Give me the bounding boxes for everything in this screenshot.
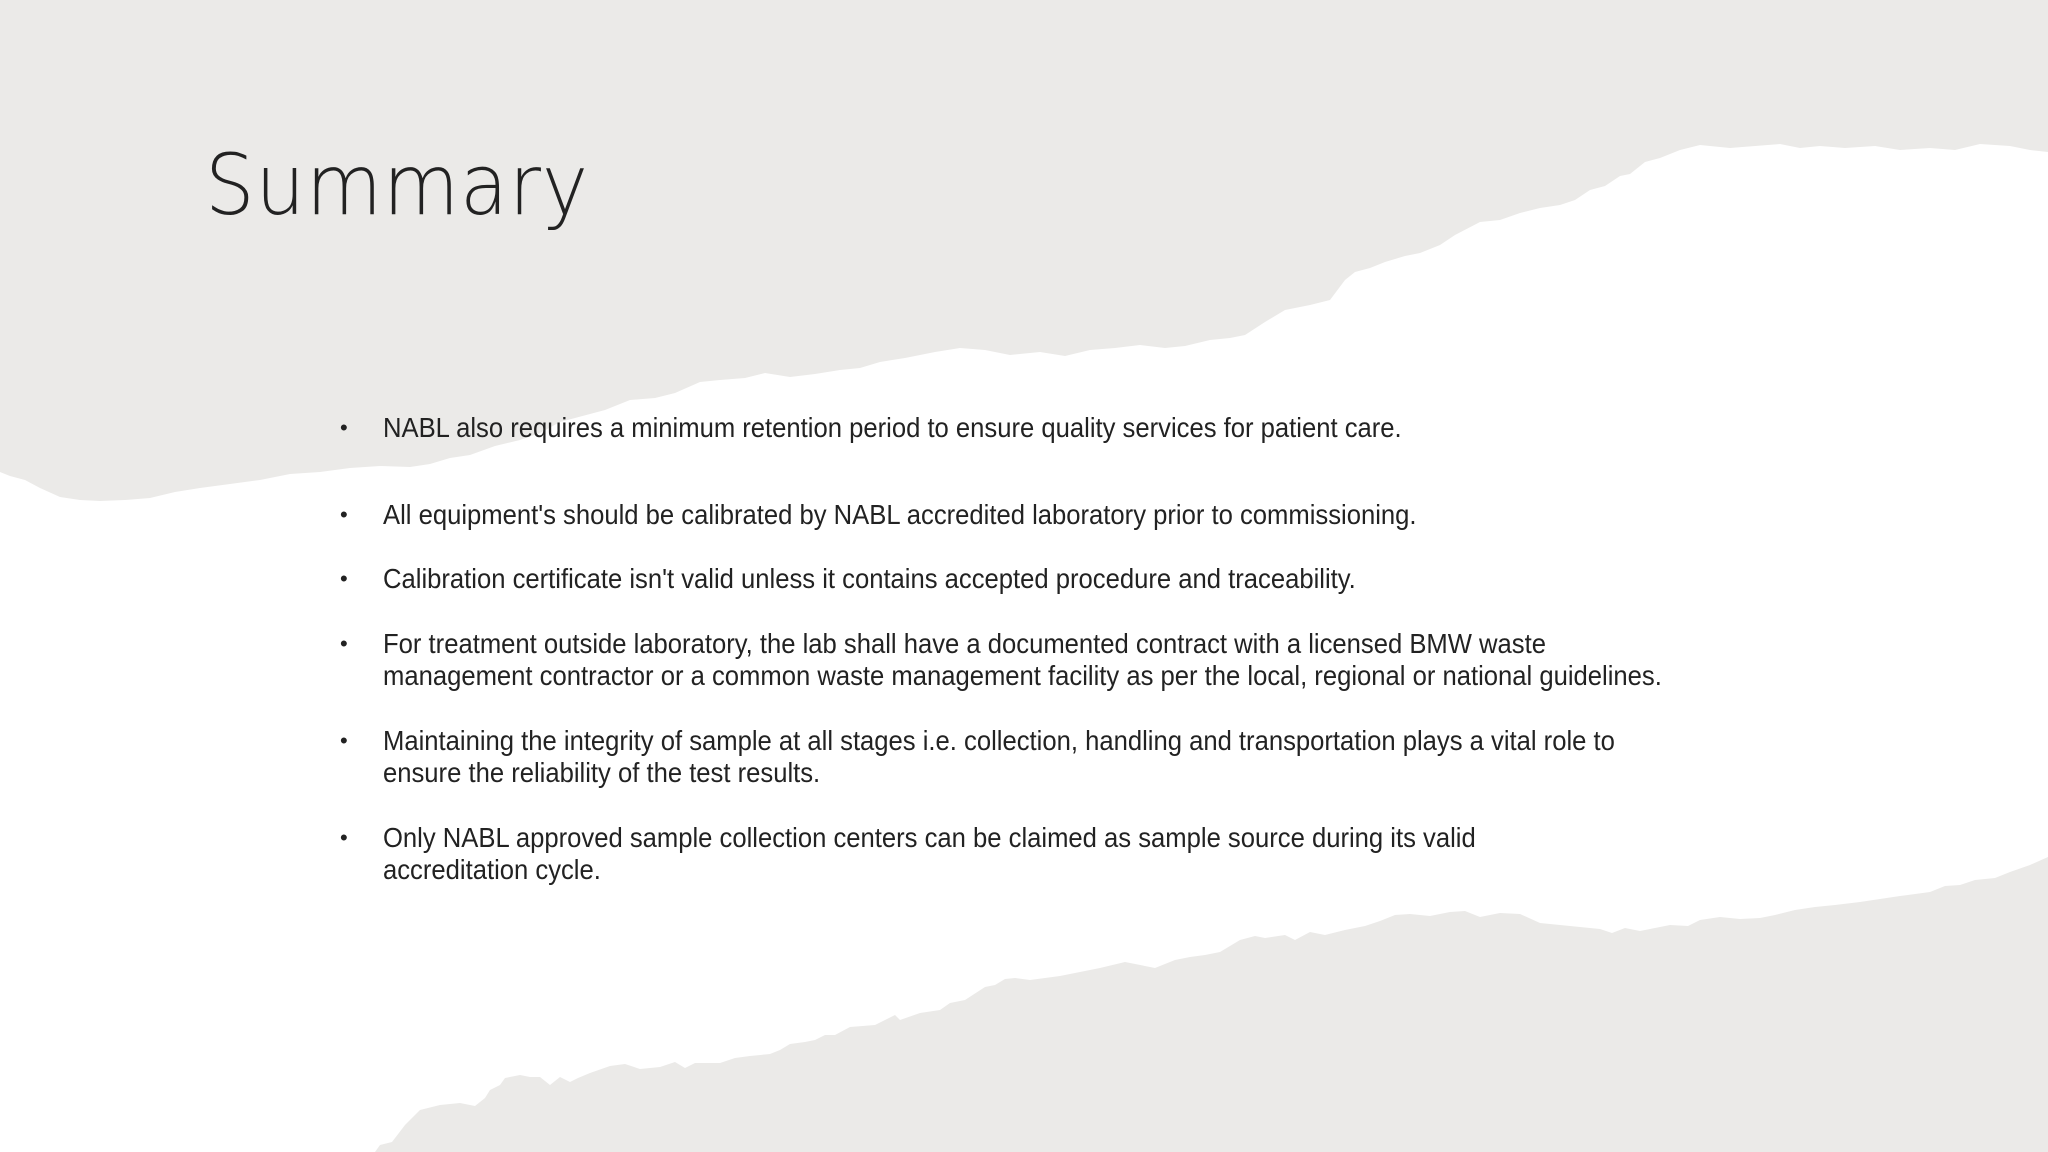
- bullet-text: NABL also requires a minimum retention period to ensure quality services for patient care.: [383, 412, 1402, 443]
- bullet-dot-icon: •: [340, 630, 348, 656]
- bullet-list: [340, 412, 1720, 919]
- bullet-item: [340, 822, 1720, 887]
- bullet-dot-icon: •: [340, 727, 348, 753]
- bullet-text: For treatment outside laboratory, the lab shall have a documented contract with a licensed BMW waste management contractor or a common waste management facility as per the local, regional or national guidelines.: [383, 627, 1662, 691]
- bullet-item: [340, 725, 1720, 790]
- slide-title: Summary: [205, 136, 590, 234]
- bullet-item: [340, 412, 1720, 445]
- bullet-dot-icon: •: [340, 501, 348, 527]
- bullet-text: All equipment's should be calibrated by NABL accredited laboratory prior to commissioning.: [383, 498, 1417, 530]
- bullet-text: Only NABL approved sample collection centers can be claimed as sample source during its valid accreditation cycle.: [383, 821, 1476, 885]
- bullet-dot-icon: •: [340, 566, 348, 591]
- bullet-dot-icon: •: [340, 415, 348, 440]
- bullet-item: [340, 499, 1720, 532]
- bullet-item: [340, 563, 1720, 596]
- bullet-dot-icon: •: [340, 824, 348, 850]
- bullet-text: Maintaining the integrity of sample at all stages i.e. collection, handling and transportation plays a vital role to ensure the reliability of the test results.: [383, 724, 1615, 788]
- bullet-text: Calibration certificate isn't valid unless it contains accepted procedure and traceability.: [383, 563, 1356, 594]
- bullet-item: [340, 628, 1720, 693]
